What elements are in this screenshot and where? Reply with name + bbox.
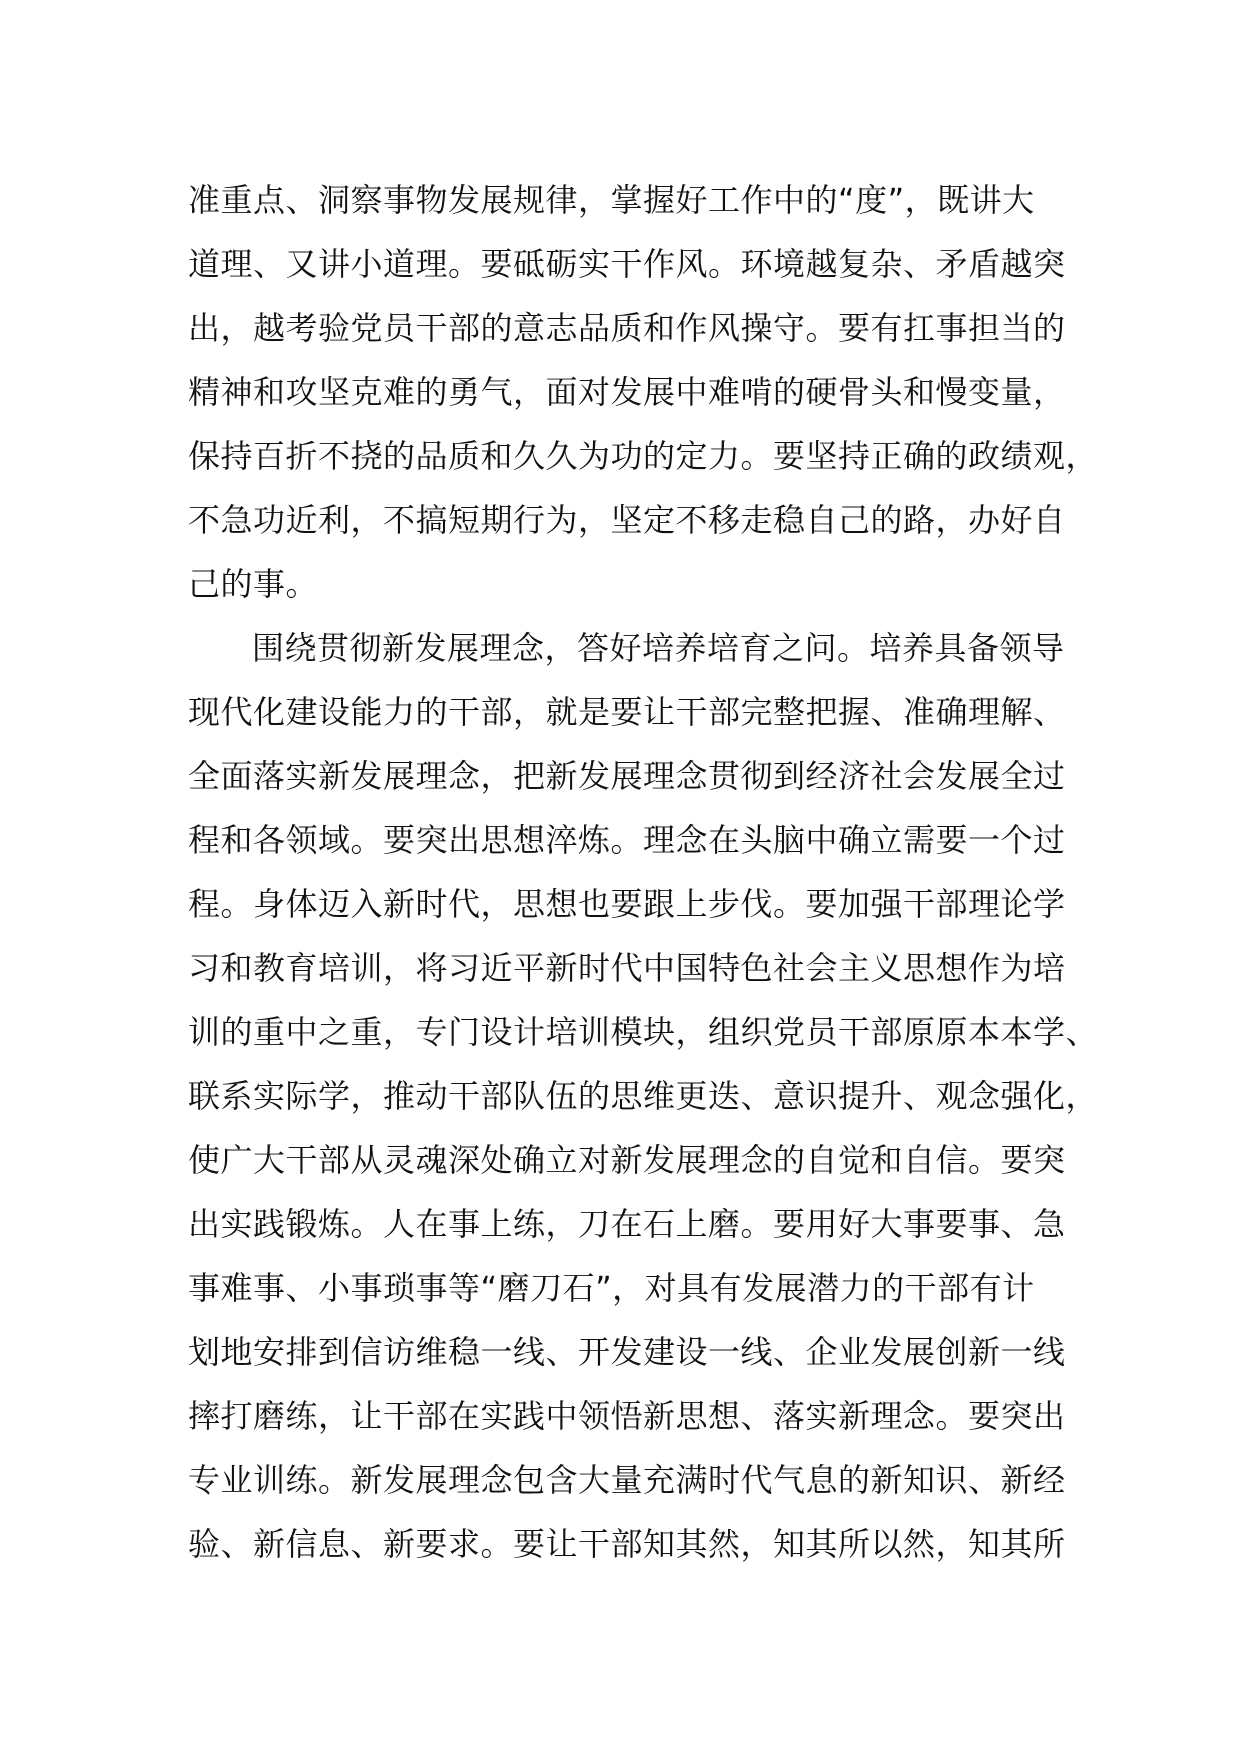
- text-line: 程。身体迈入新时代，思想也要跟上步伐。要加强干部理论学: [188, 885, 1066, 923]
- text-line: 己的事。: [188, 565, 319, 603]
- text-line: 联系实际学，推动干部队伍的思维更迭、意识提升、观念强化，: [188, 1077, 1099, 1115]
- text-line: 划地安排到信访维稳一线、开发建设一线、企业发展创新一线: [188, 1333, 1066, 1371]
- text-line: 出实践锻炼。人在事上练，刀在石上磨。要用好大事要事、急: [188, 1205, 1066, 1243]
- text-line: 道理、又讲小道理。要砥砺实干作风。环境越复杂、矛盾越突: [188, 245, 1066, 283]
- body-text: [188, 168, 1099, 1576]
- text-line: 出，越考验党员干部的意志品质和作风操守。要有扛事担当的: [188, 309, 1066, 347]
- text-line: 使广大干部从灵魂深处确立对新发展理念的自觉和自信。要突: [188, 1141, 1066, 1179]
- text-line: 习和教育培训，将习近平新时代中国特色社会主义思想作为培: [188, 949, 1066, 987]
- text-line: 程和各领域。要突出思想淬炼。理念在头脑中确立需要一个过: [188, 821, 1066, 859]
- text-line: 摔打磨练，让干部在实践中领悟新思想、落实新理念。要突出: [188, 1397, 1066, 1435]
- text-line: 精神和攻坚克难的勇气，面对发展中难啃的硬骨头和慢变量，: [188, 373, 1066, 411]
- text-line: 不急功近利，不搞短期行为，坚定不移走稳自己的路，办好自: [188, 501, 1066, 539]
- paragraph-first-line: 围绕贯彻新发展理念，答好培养培育之问。培养具备领导: [252, 629, 1065, 667]
- text-line: 验、新信息、新要求。要让干部知其然，知其所以然，知其所: [188, 1525, 1066, 1563]
- text-line: 全面落实新发展理念，把新发展理念贯彻到经济社会发展全过: [188, 757, 1066, 795]
- text-line: 专业训练。新发展理念包含大量充满时代气息的新知识、新经: [188, 1461, 1066, 1499]
- text-line: 事难事、小事琐事等“磨刀石”，对具有发展潜力的干部有计: [188, 1269, 1035, 1307]
- text-line: 保持百折不挠的品质和久久为功的定力。要坚持正确的政绩观，: [188, 437, 1099, 475]
- text-line: 训的重中之重，专门设计培训模块，组织党员干部原原本本学、: [188, 1013, 1099, 1051]
- text-line: 现代化建设能力的干部，就是要让干部完整把握、准确理解、: [188, 693, 1066, 731]
- text-line: 准重点、洞察事物发展规律，掌握好工作中的“度”，既讲大: [188, 181, 1035, 219]
